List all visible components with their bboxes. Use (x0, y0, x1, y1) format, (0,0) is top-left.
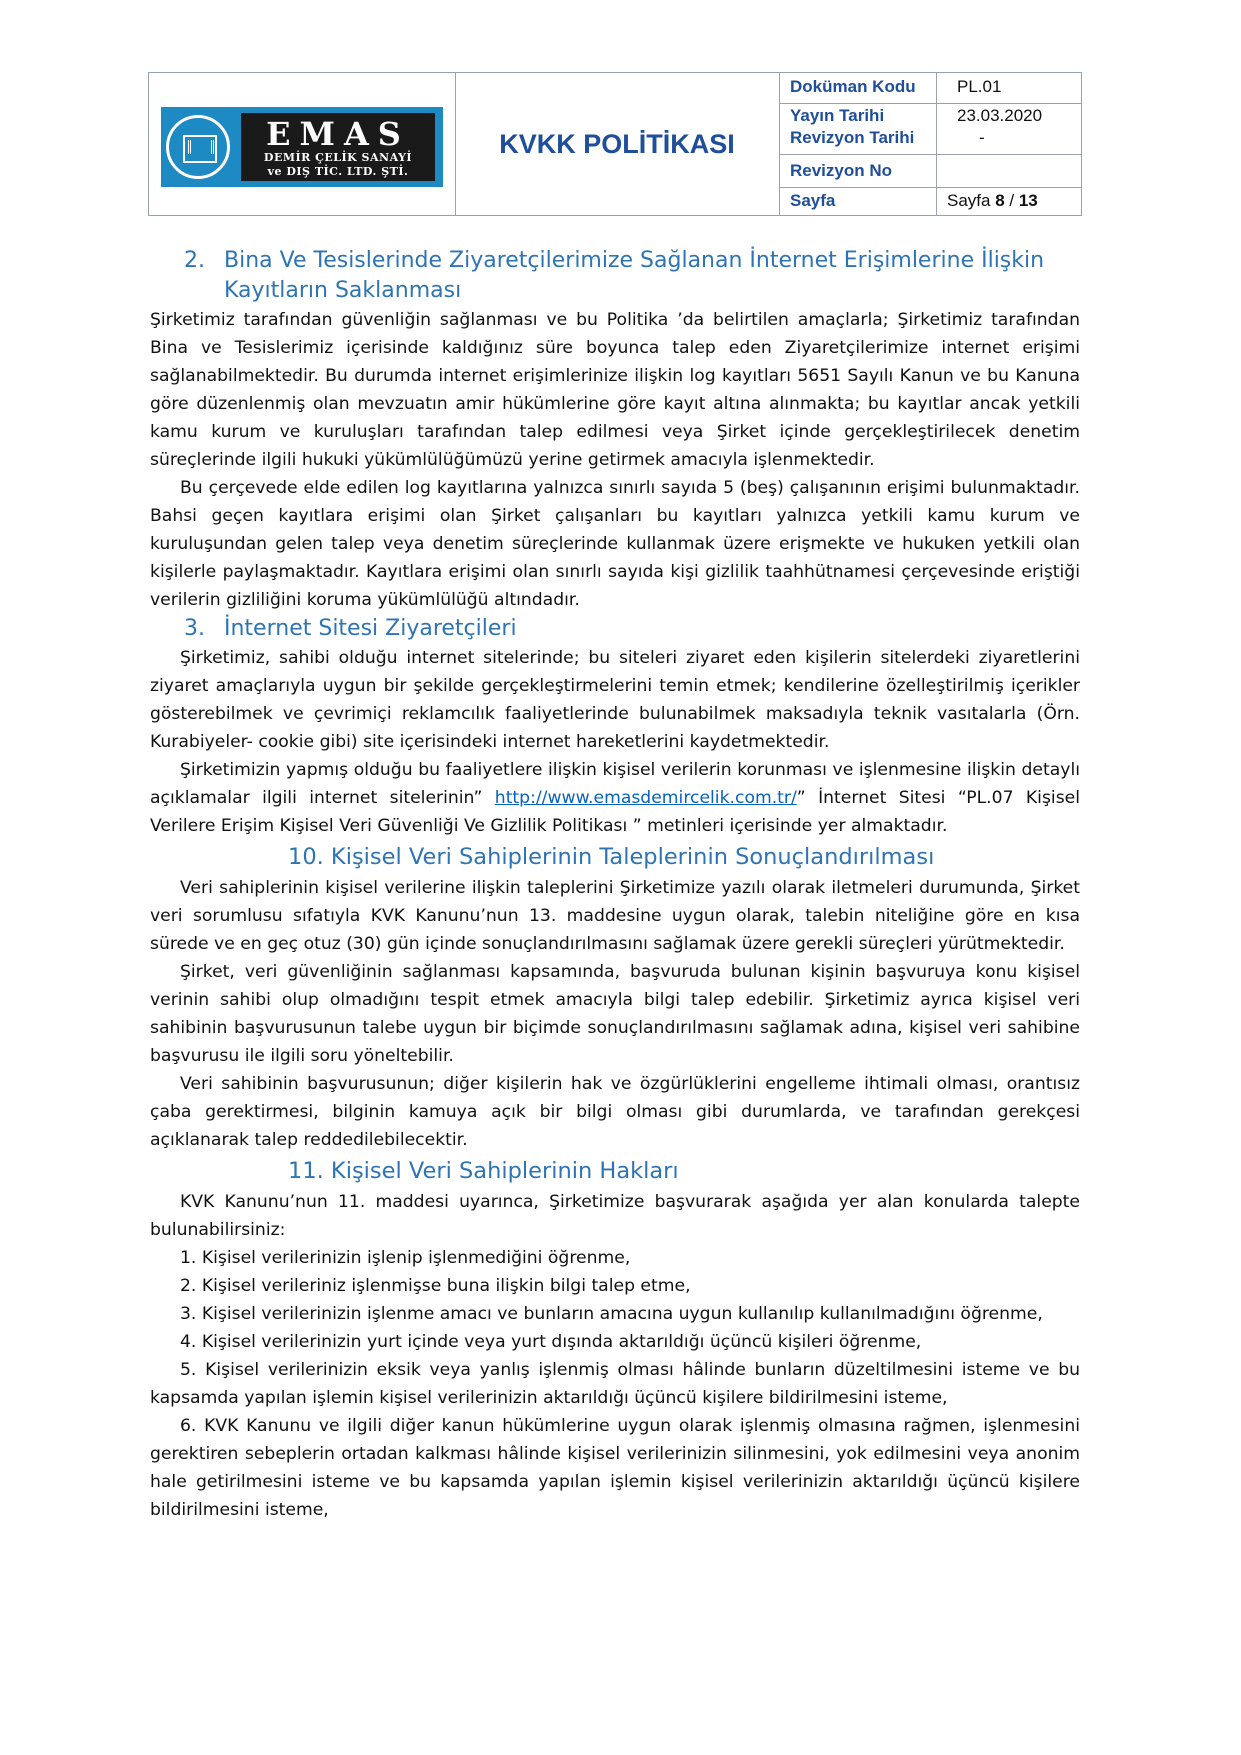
list-item: 3. Kişisel verilerinizin işlenme amacı ve bunların amacına uygun kullanılıp kullanılmadığını öğrenme, (180, 1304, 1043, 1324)
page-separator: / (1004, 191, 1019, 210)
page-indicator (937, 188, 1081, 216)
document-body (150, 246, 1080, 1524)
section-2-heading (150, 246, 1080, 276)
page-prefix: Sayfa (947, 191, 996, 210)
meta-value: 23.03.2020 (957, 106, 1043, 125)
meta-value (937, 155, 1081, 187)
paragraph-text: ” İnternet Sitesi “PL.07 Kişisel Verilere Erişim Kişisel Veri Güvenliği Ve Gizlilik Politikası ” metinleri içerisinde yer almaktadır. (150, 788, 1080, 836)
section-11-heading: 11. Kişisel Veri Sahiplerinin Hakları (288, 1158, 679, 1184)
logo-cell (149, 73, 456, 215)
section-10-heading: 10. Kişisel Veri Sahiplerinin Taleplerinin Sonuçlandırılması (288, 844, 935, 870)
document-title: KVKK POLİTİKASI (499, 128, 735, 159)
meta-label: Yayın Tarihi (790, 106, 885, 125)
paragraph: Şirketimiz, sahibi olduğu internet sitelerinde; bu siteleri ziyaret eden kişilerin sitelerdeki ziyaretlerini ziyaret amaçlarıyla uygun bir şekilde gerçekleştirmelerini temin etmek; kendilerine özelleştirilmiş içerikler gösterebilmek ve çevrimiçi reklamcılık faaliyetlerinde bulunabilmek maksadıyla teknik vasıtalarla (Örn. Kurabiyeler- cookie gibi) site içerisindeki internet hareketlerini kaydetmektedir. (150, 648, 1080, 752)
paragraph-text: Şirketimizin yapmış olduğu bu faaliyetlere ilişkin kişisel verilerin korunması ve işlenmesine ilişkin detaylı açıklamalar ilgili internet sitelerinin” (150, 760, 1080, 808)
list-item: 5. Kişisel verilerinizin eksik veya yanlış işlenmiş olması hâlinde bunların düzeltilmesini isteme ve bu kapsamda yapılan işlemin kişisel verilerinizin aktarıldığı üçüncü kişilere bildirilmesini isteme, (150, 1360, 1080, 1408)
section-number: 2. (184, 248, 205, 273)
section-number: 3. (184, 616, 205, 641)
logo-subtitle-2: ve DIŞ TİC. LTD. ŞTİ. (267, 165, 409, 178)
paragraph: KVK Kanunu’nun 11. maddesi uyarınca, Şirketimize başvurarak aşağıda yer alan konularda talepte bulunabilirsiniz: (150, 1192, 1080, 1240)
list-item: 4. Kişisel verilerinizin yurt içinde veya yurt dışında aktarıldığı üçüncü kişileri öğrenme, (180, 1332, 922, 1352)
page-total: 13 (1018, 191, 1038, 210)
website-link[interactable]: http://www.emasdemircelik.com.tr/ (494, 788, 797, 808)
page-number: 8 (995, 191, 1005, 210)
meta-value: - (979, 128, 985, 147)
meta-row-doc-code (779, 73, 1081, 104)
meta-label: Revizyon No (779, 155, 937, 187)
list-item: 6. KVK Kanunu ve ilgili diğer kanun hükümlerine uygun olarak işlenmiş olmasına rağmen, işlenmesini gerektiren sebeplerin ortadan kalkması hâlinde kişisel verilerinizin silinmesini, yok edilmesini veya anonim hale getirilmesini isteme ve bu kapsamda yapılan işlemin kişisel verilerinizin aktarıldığı üçüncü kişilere bildirilmesini isteme, (150, 1416, 1080, 1520)
meta-label: Doküman Kodu (779, 73, 937, 103)
meta-row-page (779, 187, 1081, 216)
logo-wordmark (241, 113, 435, 181)
paragraph: Şirket, veri güvenliğinin sağlanması kapsamında, başvuruda bulunan kişinin başvuruya konu kişisel verinin sahibi olup olmadığını tespit etmek amacıyla bilgi talep edebilir. Şirketimiz ayrıca kişisel veri sahibinin başvurusunun talebe uygun bir biçimde sonuçlandırılmasını sağlamak adına, kişisel veri sahibine başvurusu ile ilgili soru yöneltebilir. (150, 962, 1080, 1066)
section-title: Bina Ve Tesislerinde Ziyaretçilerimize Sağlanan İnternet Erişimlerine İlişkin (224, 248, 1045, 273)
meta-label: Revizyon Tarihi (790, 128, 915, 147)
list-item: 1. Kişisel verilerinizin işlenip işlenmediğini öğrenme, (180, 1248, 631, 1268)
title-cell (455, 73, 780, 215)
logo-subtitle-1: DEMİR ÇELİK SANAYİ (263, 151, 413, 164)
company-logo (161, 107, 443, 187)
paragraph: Veri sahiplerinin kişisel verilerine ilişkin taleplerini Şirketimize yazılı olarak iletmeleri durumunda, Şirket veri sorumlusu sıfatıyla KVK Kanunu’nun 13. maddesine uygun olarak, talebin niteliğine göre en kısa sürede ve en geç otuz (30) gün içinde sonuçlandırılmasını sağlamak üzere gerekli süreçleri yürütmektedir. (150, 878, 1080, 954)
paragraph: Bu çerçevede elde edilen log kayıtlarına yalnızca sınırlı sayıda 5 (beş) çalışanının erişimi bulunmaktadır. Bahsi geçen kayıtlara erişimi olan Şirket çalışanları bu kayıtları yalnızca yetkili kamu kurum ve kuruluşundan gelen talep veya denetim süreçlerinde kullanmak üzere erişmekte ve hukuken yetkili olan kişilerle paylaşmaktadır. Kayıtlara erişimi olan sınırlı sayıda kişi gizlilik taahhütnamesi çerçevesinde eriştiği verilerin gizliliğini koruma yükümlülüğü altındadır. (150, 478, 1080, 610)
list-item: 2. Kişisel verileriniz işlenmişse buna ilişkin bilgi talep etme, (180, 1276, 691, 1296)
meta-value: PL.01 (957, 77, 1002, 96)
section-2-heading-cont: Kayıtların Saklanması (224, 278, 462, 303)
section-title: İnternet Sitesi Ziyaretçileri (224, 616, 517, 641)
meta-label-stack (779, 103, 937, 154)
paragraph: Veri sahibinin başvurusunun; diğer kişilerin hak ve özgürlüklerini engelleme ihtimali olması, orantısız çaba gerektirmesi, bilginin kamuya açık bir bilgi olması gibi durumlarda, ve tarafından gerekçesi açıklanarak talep reddedilebilecektir. (150, 1074, 1080, 1150)
meta-row-dates (779, 103, 1081, 154)
meta-label: Sayfa (779, 188, 937, 216)
logo-name: EMAS (266, 115, 410, 153)
paragraph-with-link (150, 756, 1080, 840)
meta-value-stack (937, 103, 1081, 154)
section-3-heading (150, 614, 1080, 644)
document-header (148, 72, 1082, 216)
paragraph: Şirketimiz tarafından güvenliğin sağlanması ve bu Politika ’da belirtilen amaçlarla; Şirketimiz tarafından Bina ve Tesislerimiz içerisinde kaldığınız süre boyunca talep eden Ziyaretçilerimize internet erişimi sağlanabilmektedir. Bu durumda internet erişimlerinize ilişkin log kayıtları 5651 Sayılı Kanun ve bu Kanuna göre düzenlenmiş olan mevzuatın amir hükümlerine göre kayıt altına alınmakta; bu kayıtlar ancak yetkili kamu kurum ve kuruluşları tarafından talep edilmesi veya Şirket içinde gerçekleştirilecek denetim süreçlerinde ilgili hukuki yükümlülüğümüzü yerine getirmek amacıyla işlenmektedir. (150, 310, 1080, 470)
meta-row-revision-no (779, 154, 1081, 188)
logo-emblem-icon (166, 115, 230, 179)
